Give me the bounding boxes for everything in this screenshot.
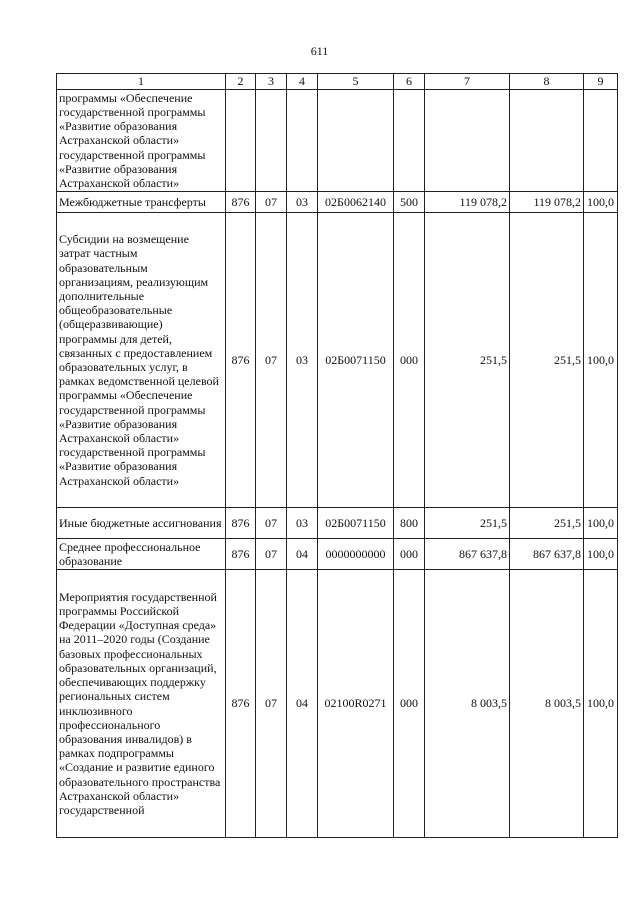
budget-table	[56, 73, 618, 838]
cell-ministry	[226, 90, 256, 192]
cell-expense-type	[394, 90, 425, 192]
table-row	[57, 539, 618, 570]
table-row	[57, 192, 618, 213]
cell-percent: 100,0	[584, 539, 618, 570]
cell-subsection: 03	[287, 192, 318, 213]
row-description: программы «Обеспечение государственной программы «Развитие образования Астраханской области» государственной программы «Развитие образования Астраханской области»	[57, 90, 226, 192]
cell-ministry: 876	[226, 539, 256, 570]
cell-target-article	[318, 90, 394, 192]
row-description: Мероприятия государственной программы Российской Федерации «Доступная среда» на 2011–2020 годы (Создание базовых профессиональных образовательных организаций, обеспечивающих поддержку региональных систем инклюзивного профессионального образования инвалидов) в рамках подпрограммы «Создание и развитие единого образовательного пространства Астраханской области» государственной	[57, 570, 226, 838]
cell-planned: 867 637,8	[425, 539, 510, 570]
cell-expense-type: 000	[394, 570, 425, 838]
cell-target-article: 02Б0062140	[318, 192, 394, 213]
cell-subsection: 03	[287, 213, 318, 508]
cell-target-article: 02100R0271	[318, 570, 394, 838]
cell-actual: 251,5	[510, 508, 584, 539]
cell-percent: 100,0	[584, 508, 618, 539]
cell-actual: 119 078,2	[510, 192, 584, 213]
cell-ministry: 876	[226, 192, 256, 213]
column-header: 8	[510, 74, 584, 90]
table-row	[57, 508, 618, 539]
cell-percent: 100,0	[584, 213, 618, 508]
cell-planned	[425, 90, 510, 192]
column-header: 3	[256, 74, 287, 90]
row-description: Среднее профессиональное образование	[57, 539, 226, 570]
cell-target-article: 0000000000	[318, 539, 394, 570]
header-row	[57, 74, 618, 90]
cell-percent	[584, 90, 618, 192]
column-header: 7	[425, 74, 510, 90]
cell-section: 07	[256, 539, 287, 570]
cell-expense-type: 000	[394, 213, 425, 508]
cell-planned: 8 003,5	[425, 570, 510, 838]
cell-subsection: 04	[287, 570, 318, 838]
table-row	[57, 90, 618, 192]
cell-planned: 251,5	[425, 213, 510, 508]
cell-section	[256, 90, 287, 192]
cell-expense-type: 000	[394, 539, 425, 570]
page-number: 611	[310, 44, 329, 58]
table-row	[57, 213, 618, 508]
cell-target-article: 02Б0071150	[318, 508, 394, 539]
cell-section: 07	[256, 192, 287, 213]
column-header: 5	[318, 74, 394, 90]
cell-subsection	[287, 90, 318, 192]
cell-subsection: 03	[287, 508, 318, 539]
cell-target-article: 02Б0071150	[318, 213, 394, 508]
cell-ministry: 876	[226, 213, 256, 508]
cell-planned: 119 078,2	[425, 192, 510, 213]
table-row	[57, 570, 618, 838]
cell-ministry: 876	[226, 508, 256, 539]
cell-actual	[510, 90, 584, 192]
cell-planned: 251,5	[425, 508, 510, 539]
cell-expense-type: 500	[394, 192, 425, 213]
cell-percent: 100,0	[584, 192, 618, 213]
row-description: Субсидии на возмещение затрат частным образовательным организациям, реализующим дополнительные общеобразовательные (общеразвивающие) программы для детей, связанных с предоставлением образовательных услуг, в рамках ведомственной целевой программы «Обеспечение государственной программы «Развитие образования Астраханской области» государственной программы «Развитие образования Астраханской области»	[57, 213, 226, 508]
column-header: 4	[287, 74, 318, 90]
cell-ministry: 876	[226, 570, 256, 838]
cell-subsection: 04	[287, 539, 318, 570]
cell-section: 07	[256, 508, 287, 539]
cell-expense-type: 800	[394, 508, 425, 539]
row-description: Иные бюджетные ассигнования	[57, 508, 226, 539]
cell-percent: 100,0	[584, 570, 618, 838]
cell-actual: 251,5	[510, 213, 584, 508]
cell-section: 07	[256, 213, 287, 508]
column-header: 1	[57, 74, 226, 90]
cell-actual: 867 637,8	[510, 539, 584, 570]
cell-actual: 8 003,5	[510, 570, 584, 838]
column-header: 2	[226, 74, 256, 90]
row-description: Межбюджетные трансферты	[57, 192, 226, 213]
column-header: 6	[394, 74, 425, 90]
column-header: 9	[584, 74, 618, 90]
cell-section: 07	[256, 570, 287, 838]
